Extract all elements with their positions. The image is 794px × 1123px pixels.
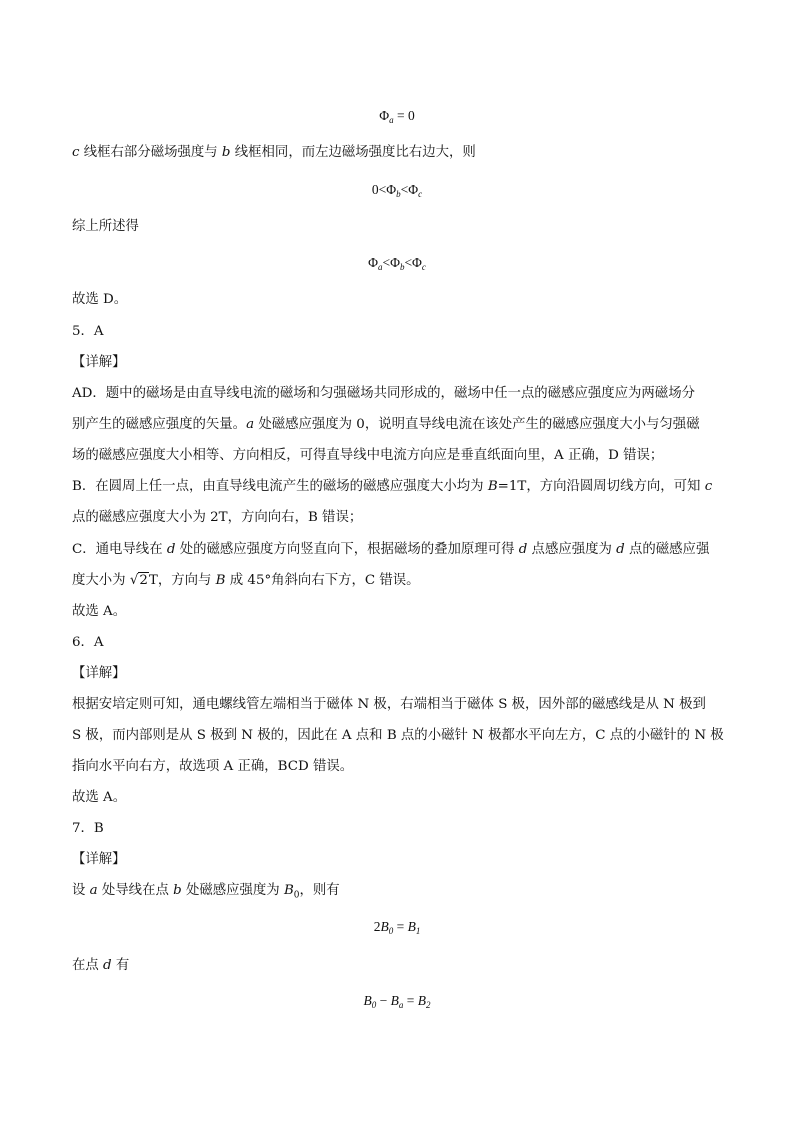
q5-detail-heading: 【详解】 xyxy=(72,355,126,370)
q5-c-line2 xyxy=(72,571,420,591)
var: d xyxy=(166,542,176,557)
q7-detail-heading: 【详解】 xyxy=(72,852,126,867)
equation-phi-b-c xyxy=(0,180,794,204)
eq-text: 2 xyxy=(373,919,381,934)
text: 在点 xyxy=(72,958,104,973)
var: c xyxy=(72,145,80,160)
var: B xyxy=(283,883,294,898)
q5-ad-line3: 场的磁感应强度大小相等、方向相反，可得直导线中电流方向应是垂直纸面向里，A 正确，D 错误； xyxy=(72,448,664,463)
eq-sub: 2 xyxy=(426,1000,431,1010)
q5-choose: 故选 A。 xyxy=(72,604,127,619)
eq-sub: c xyxy=(418,189,423,199)
text: =1T，方向沿圆周切线方向，可知 xyxy=(497,479,705,494)
text: ，则有 xyxy=(299,883,340,898)
var: B xyxy=(380,919,389,934)
q6-line1: 根据安培定则可知，通电螺线管左端相当于磁体 N 极，右端相当于磁体 S 极，因外部的磁感线是从 N 极到 xyxy=(72,697,706,712)
q5-b-line2: 点的磁感应强度大小为 2T，方向向右，B 错误； xyxy=(72,510,363,525)
text: 度大小为 xyxy=(72,573,130,588)
eq-text: Φ xyxy=(379,108,390,123)
q5-c-line1 xyxy=(72,540,709,560)
text: 线框右部分磁场强度与 xyxy=(79,145,222,160)
q7-line1 xyxy=(72,881,340,906)
var: B xyxy=(363,993,372,1008)
var: d xyxy=(103,958,112,973)
eq-text: 0<Φ xyxy=(371,182,397,197)
var: B xyxy=(407,919,416,934)
var: b xyxy=(221,145,231,160)
text: 设 xyxy=(72,883,90,898)
q5-ad-line1: AD．题中的磁场是由直导线电流的磁场和匀强磁场共同形成的，磁场中任一点的磁感应强度应为两磁场分 xyxy=(72,386,695,401)
eq-sub: a xyxy=(377,262,383,272)
equation-phi-order xyxy=(0,253,794,277)
eq-text: Φ xyxy=(368,255,378,270)
eq-sub: 1 xyxy=(415,926,421,936)
equation-2b0-b1 xyxy=(0,917,794,941)
eq-text: <Φ xyxy=(400,182,419,197)
eq-sub: b xyxy=(399,262,405,272)
text: 别产生的磁感应强度的矢量。 xyxy=(72,417,247,432)
equation-b0-ba-b2 xyxy=(0,991,794,1015)
var: a xyxy=(246,417,255,432)
text: C．通电导线在 xyxy=(72,542,167,557)
eq-sub: a xyxy=(398,1000,404,1010)
unit: T xyxy=(148,573,158,588)
var: B xyxy=(215,573,226,588)
var: d xyxy=(518,542,528,557)
choose-d: 故选 D。 xyxy=(72,292,128,307)
q7-answer: 7．B xyxy=(72,821,104,836)
eq-text: <Φ xyxy=(382,255,400,270)
eq-text: <Φ xyxy=(404,255,422,270)
eq-sub: 0 xyxy=(388,926,394,936)
eq-text: = xyxy=(393,919,408,934)
q5-b-line1 xyxy=(72,477,712,497)
eq-text: = xyxy=(403,993,418,1008)
q7-line2 xyxy=(72,956,129,976)
text: 成 45°角斜向右下方，C 错误。 xyxy=(225,573,420,588)
var: a xyxy=(89,883,98,898)
sub: 0 xyxy=(293,890,300,901)
text: 有 xyxy=(111,958,130,973)
eq-sub: c xyxy=(421,262,426,272)
var: b xyxy=(173,883,182,898)
var: d xyxy=(616,542,625,557)
q6-answer: 6．A xyxy=(72,635,104,650)
q6-detail-heading: 【详解】 xyxy=(72,666,126,681)
text: ，方向与 xyxy=(157,573,216,588)
eq-text: = 0 xyxy=(393,108,415,123)
text: 点的磁感应强 xyxy=(624,542,710,557)
eq-text: − xyxy=(376,993,391,1008)
q5-ad-line2 xyxy=(72,415,700,435)
eq-sub: b xyxy=(396,189,401,199)
q6-choose: 故选 A。 xyxy=(72,790,127,805)
equation-phi-a xyxy=(0,106,794,130)
q6-line2: S 极，而内部则是从 S 极到 N 极的，因此在 A 点和 B 点的小磁针 N 极都水平向左方，C 点的小磁针的 N 极 xyxy=(72,728,724,743)
var: B xyxy=(487,479,498,494)
summary-text: 综上所述得 xyxy=(72,219,139,234)
text: B．在圆周上任一点，由直导线电流产生的磁场的磁感应强度大小均为 xyxy=(72,479,488,494)
text: 点感应强度为 xyxy=(527,542,617,557)
q6-line3: 指向水平向右方，故选项 A 正确，BCD 错误。 xyxy=(72,759,354,774)
sqrt-radicand: 2 xyxy=(139,573,148,588)
text: 处磁感应强度为 xyxy=(181,883,284,898)
eq-sub: a xyxy=(389,115,394,125)
sqrt-symbol: √2 xyxy=(129,573,148,588)
q5-answer: 5．A xyxy=(72,324,104,339)
eq-sub: 0 xyxy=(371,1000,377,1010)
paragraph-c-frame xyxy=(72,143,476,163)
text: 处的磁感应强度方向竖直向下，根据磁场的叠加原理可得 xyxy=(175,542,519,557)
var: B xyxy=(417,993,426,1008)
var: B xyxy=(390,993,399,1008)
var: c xyxy=(704,479,713,494)
text: 处导线在点 xyxy=(97,883,174,898)
text: 处磁感应强度为 0，说明直导线电流在该处产生的磁感应强度大小与匀强磁 xyxy=(254,417,700,432)
text: 线框相同，而左边磁场强度比右边大，则 xyxy=(230,145,476,160)
